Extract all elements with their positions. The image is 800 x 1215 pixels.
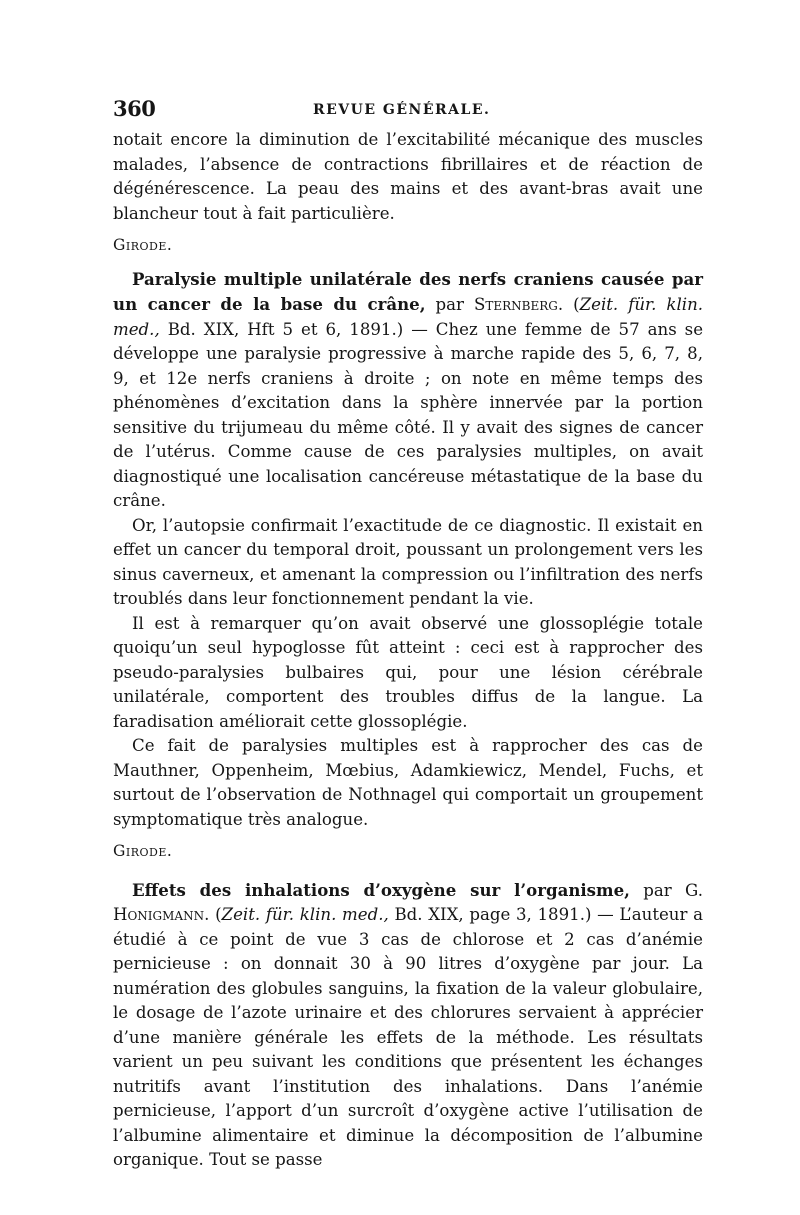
reference-open: (: [215, 905, 222, 924]
article-honigmann-abstract: [113, 878, 703, 1173]
abstract-text: L’auteur a étudié à ce point de vue 3 cas de chlorose et 2 cas d’anémie pernicieuse : on donnait 30 à 90 litres d’oxygène par jour. La numération des globules sanguins, la fixation de la valeur globulaire, le dosage de l’azote urinaire et des chlorures servaient à apprécier d’une manière générale les effets de la méthode. Les résultats varient un peu suivant les conditions que présentent les échanges nutritifs avant l’institution des inhalations. Dans l’anémie pernicieuse, l’apport d’un surcroît d’oxygène active l’utilisation de l’albumine alimentaire et diminue la décomposition de l’albumine organique. Tout se passe: [113, 905, 703, 1169]
running-head: REVUE GÉNÉRALE.: [313, 102, 491, 118]
journal-volume: Bd. XIX, page 3, 1891.) —: [394, 905, 614, 924]
page-header: [113, 96, 703, 130]
signature-girode-2: Girode.: [113, 842, 173, 860]
page-body: [113, 128, 703, 1173]
abstract-text: Chez une femme de 57 ans se développe une paralysie progressive à marche rapide des 5, 6, 7, 8, 9, et 12e nerfs craniens à droite ; on note en même temps des phénomènes d’excitation dans la sphère innervée par la portion sensitive du trijumeau du même côté. Il y avait des signes de cancer de l’utérus. Comme cause de ces paralysies multiples, on avait diagnostiqué une localisation cancéreuse métastatique de la base du crâne.: [113, 319, 704, 510]
author-honigmann: G. Honigmann.: [113, 880, 703, 924]
paragraph-comparaison: Ce fait de paralysies multiples est à rapprocher des cas de Mauthner, Oppenheim, Mœbius, Adamkiewicz, Mendel, Fuchs, et surtout de l’observation de Nothnagel qui comportait un groupement symptomatique très analogue.: [113, 736, 703, 829]
signature-girode-1: Girode.: [113, 236, 173, 254]
paragraph-autopsie: Or, l’autopsie confirmait l’exactitude de ce diagnostic. Il existait en effet un cancer du temporal droit, poussant un prolongement vers les sinus caverneux, et amenant la compression ou l’infiltration des nerfs troublés dans leur fonctionnement pendant la vie.: [113, 515, 703, 608]
author-sternberg: Sternberg.: [473, 295, 564, 314]
page-number: 360: [113, 96, 156, 121]
journal-title: Zeit. für. klin. med.,: [221, 905, 389, 924]
article-title-paralysie: Paralysie multiple unilatérale des nerfs craniens causée par un cancer de la base du crâne,: [113, 268, 703, 314]
continuation-paragraph: notait encore la diminution de l’excitabilité mécanique des muscles malades, l’absence de contractions fibrillaires et de réaction de dégénérescence. La peau des mains et des avant-bras avait une blancheur tout à fait particulière.: [113, 130, 703, 223]
by-word: par: [643, 880, 672, 900]
journal-title: Zeit. für. klin. med.,: [113, 295, 704, 339]
article-title-oxygene: Effets des inhalations d’oxygène sur l’organisme,: [132, 879, 630, 900]
journal-volume: Bd. XIX, Hft 5 et 6, 1891.) —: [167, 319, 428, 339]
reference-open: (: [573, 295, 580, 314]
paragraph-glossoplegie: Il est à remarquer qu’on avait observé une glossoplégie totale quoiqu’un seul hypoglosse fût atteint : ceci est à rapprocher des pseudo-paralysies bulbaires qui, pour une lésion cérébrale unilatérale, comportent des troubles diffus de la langue. La faradisation améliorait cette glossoplégie.: [113, 613, 703, 731]
article-sternberg-abstract: [113, 267, 703, 514]
by-word: par: [435, 295, 464, 314]
